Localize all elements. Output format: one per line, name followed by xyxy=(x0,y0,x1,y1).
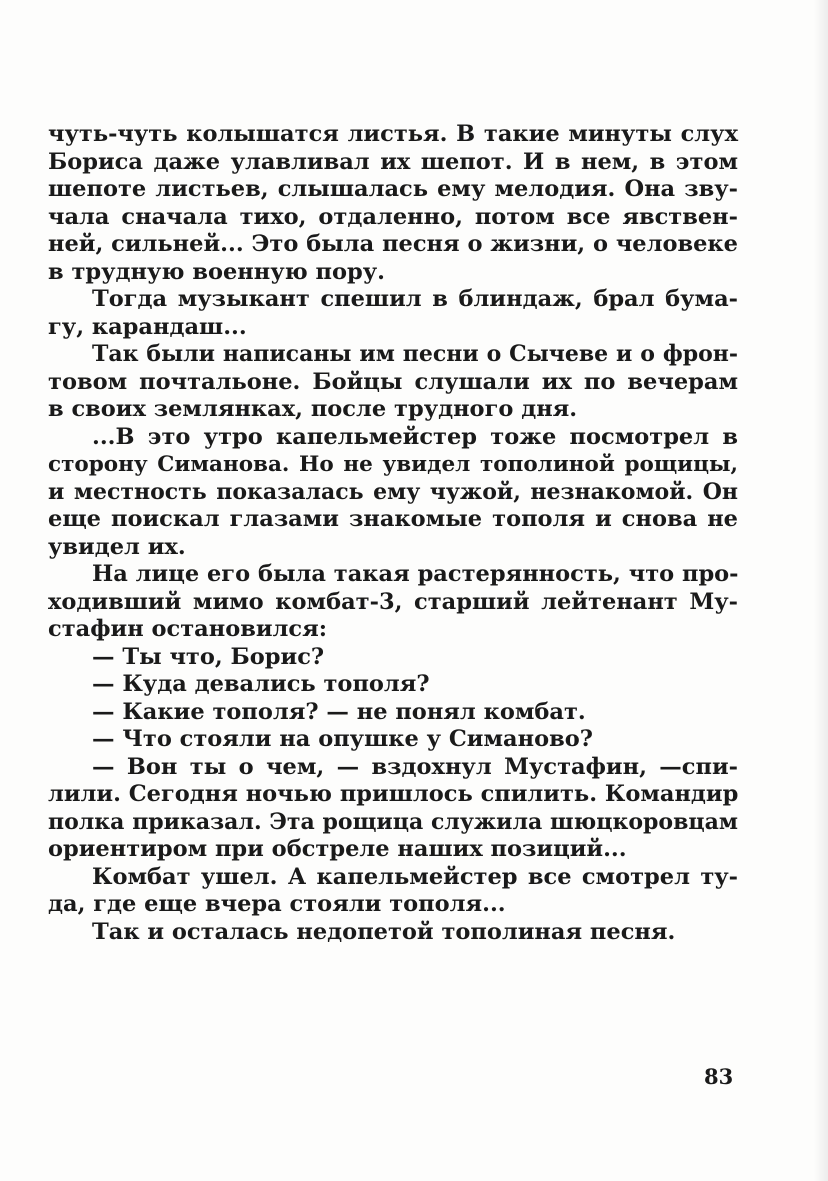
text-line: увидел их. xyxy=(48,533,186,560)
text-line: ней, сильней... Это была песня о жизни, о человеке xyxy=(48,231,738,257)
text-line: ходивший мимо комбат-3, старший лейтенант Му- xyxy=(48,588,738,615)
text-line: и местность показалась ему чужой, незнакомой. Он xyxy=(48,478,738,505)
text-line: На лице его была такая растерянность, что про- xyxy=(92,561,739,587)
text-line: гу, карандаш... xyxy=(48,313,247,340)
text-line: чуть-чуть колышатся листья. В такие минуты слух xyxy=(48,121,738,147)
page-edge-shadow xyxy=(814,0,828,1181)
text-line: шепоте листьев, слышалась ему мелодия. Она зву- xyxy=(48,176,738,202)
text-line: ориентиром при обстреле наших позиций... xyxy=(48,836,627,862)
text-line: — Вон ты о чем, — вздохнул Мустафин, —спи- xyxy=(92,753,738,780)
page-number: 83 xyxy=(704,1064,734,1089)
text-line: — Какие тополя? — не понял комбат. xyxy=(92,698,586,725)
text-line: еще поискал глазами знакомые тополя и снова не xyxy=(48,506,738,532)
text-line: лили. Сегодня ночью пришлось спилить. Командир xyxy=(48,781,739,807)
text-line: — Что стояли на опушке у Симаново? xyxy=(92,726,593,752)
text-line: — Куда девались тополя? xyxy=(92,671,430,697)
text-line: стафин остановился: xyxy=(48,616,328,642)
text-line: чала сначала тихо, отдаленно, потом все явствен- xyxy=(48,203,738,230)
text-line: Тогда музыкант спешил в блиндаж, брал бума- xyxy=(92,286,738,312)
text-line: полка приказал. Эта рощица служила шюцкоровцам xyxy=(48,808,738,835)
text-line: да, где еще вчера стояли тополя... xyxy=(48,891,506,917)
text-line: Комбат ушел. А капельмейстер все смотрел ту- xyxy=(92,863,738,890)
text-line: в трудную военную пору. xyxy=(48,258,385,285)
body-text xyxy=(48,121,738,946)
text-line: в своих землянках, после трудного дня. xyxy=(48,396,578,422)
text-line: Бориса даже улавливал их шепот. И в нем, в этом xyxy=(48,148,738,175)
text-line: Так и осталась недопетой тополиная песня. xyxy=(92,918,676,945)
text-line: Так были написаны им песни о Сычеве и о фрон- xyxy=(92,341,738,367)
text-line: ...В это утро капельмейстер тоже посмотрел в xyxy=(92,423,738,450)
text-line: сторону Симанова. Но не увидел тополиной рощицы, xyxy=(48,452,738,477)
text-line: — Ты что, Борис? xyxy=(92,643,325,670)
text-line: товом почтальоне. Бойцы слушали их по вечерам xyxy=(48,368,738,395)
